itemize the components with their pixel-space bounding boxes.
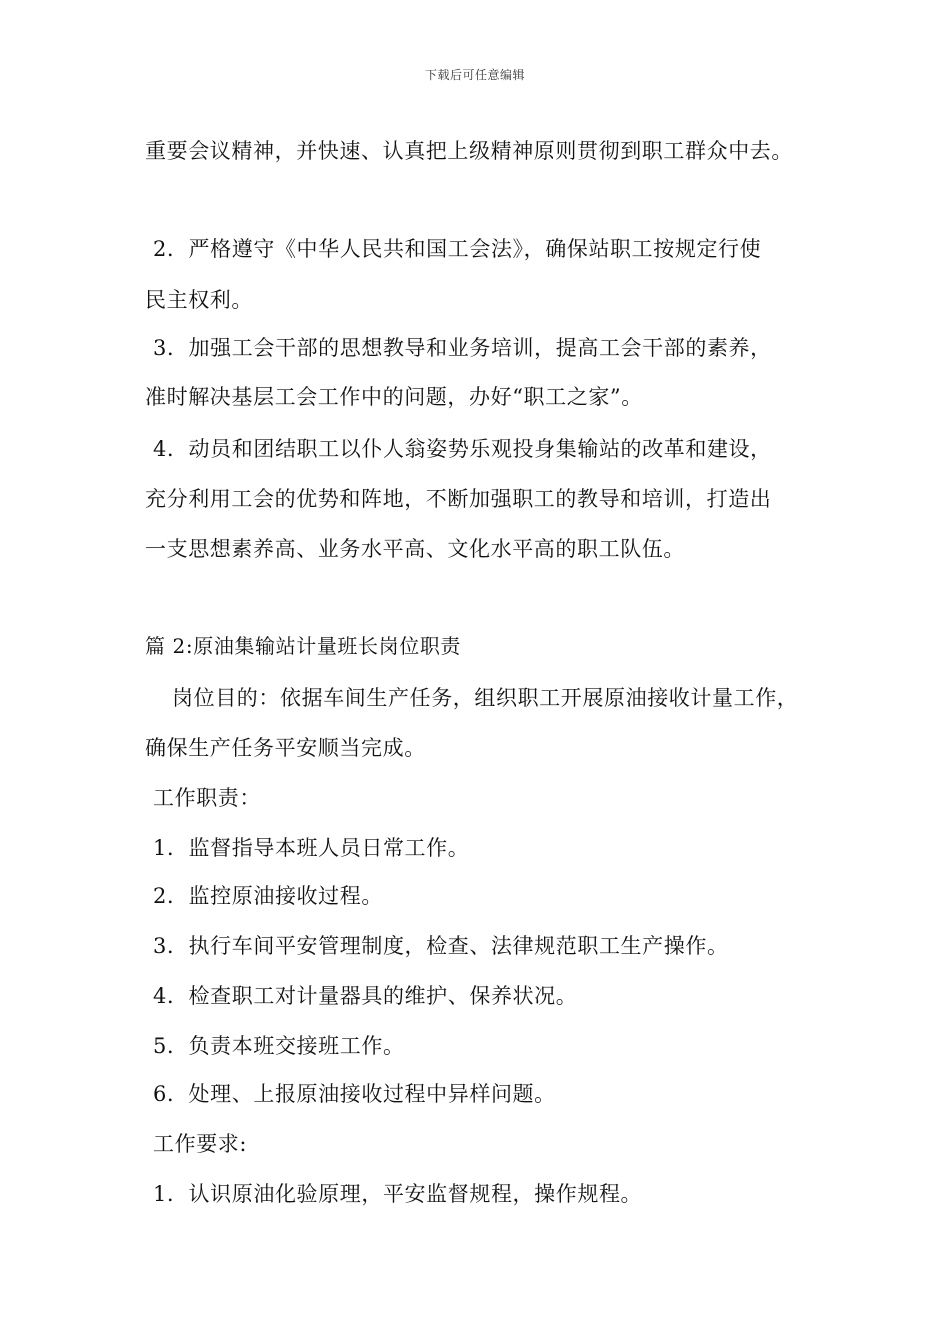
purpose-line-2: 确保生产任务平安顺当完成。	[145, 736, 426, 760]
list-item-4-line-1: 4．动员和团结职工以仆人翁姿势乐观投身集输站的改革和建设，	[153, 437, 772, 461]
list-item-4-line-3: 一支思想素养高、业务水平高、文化水平高的职工队伍。	[145, 537, 685, 561]
duty-item-3: 3．执行车间平安管理制度，检查、法律规范职工生产操作。	[153, 934, 729, 958]
section-title: 篇 2:原油集输站计量班长岗位职责	[145, 634, 462, 658]
duty-item-2: 2．监控原油接收过程。	[153, 884, 383, 908]
duty-item-5: 5．负责本班交接班工作。	[153, 1034, 405, 1058]
paragraph-continuation: 重要会议精神，并快速、认真把上级精神原则贯彻到职工群众中去。	[145, 139, 793, 163]
requirement-item-1: 1．认识原油化验原理，平安监督规程，操作规程。	[153, 1182, 643, 1206]
list-item-2-line-1: 2．严格遵守《中华人民共和国工会法》，确保站职工按规定行使	[153, 237, 762, 261]
list-item-3-line-2: 准时解决基层工会工作中的问题，办好“职工之家”。	[145, 385, 643, 409]
list-item-4-line-2: 充分利用工会的优势和阵地，不断加强职工的教导和培训，打造出	[145, 487, 772, 511]
list-item-3-line-1: 3．加强工会干部的思想教导和业务培训，提高工会干部的素养，	[153, 336, 772, 360]
duties-label: 工作职责：	[153, 786, 261, 810]
purpose-line-1: 岗位目的：依据车间生产任务，组织职工开展原油接收计量工作，	[172, 686, 799, 710]
duty-item-4: 4．检查职工对计量器具的维护、保养状况。	[153, 984, 578, 1008]
duty-item-1: 1．监督指导本班人员日常工作。	[153, 836, 470, 860]
list-item-2-line-2: 民主权利。	[145, 288, 253, 312]
requirements-label: 工作要求:	[153, 1132, 248, 1156]
page-header-note: 下载后可任意编辑	[424, 68, 525, 82]
duty-item-6: 6．处理、上报原油接收过程中异样问题。	[153, 1082, 556, 1106]
